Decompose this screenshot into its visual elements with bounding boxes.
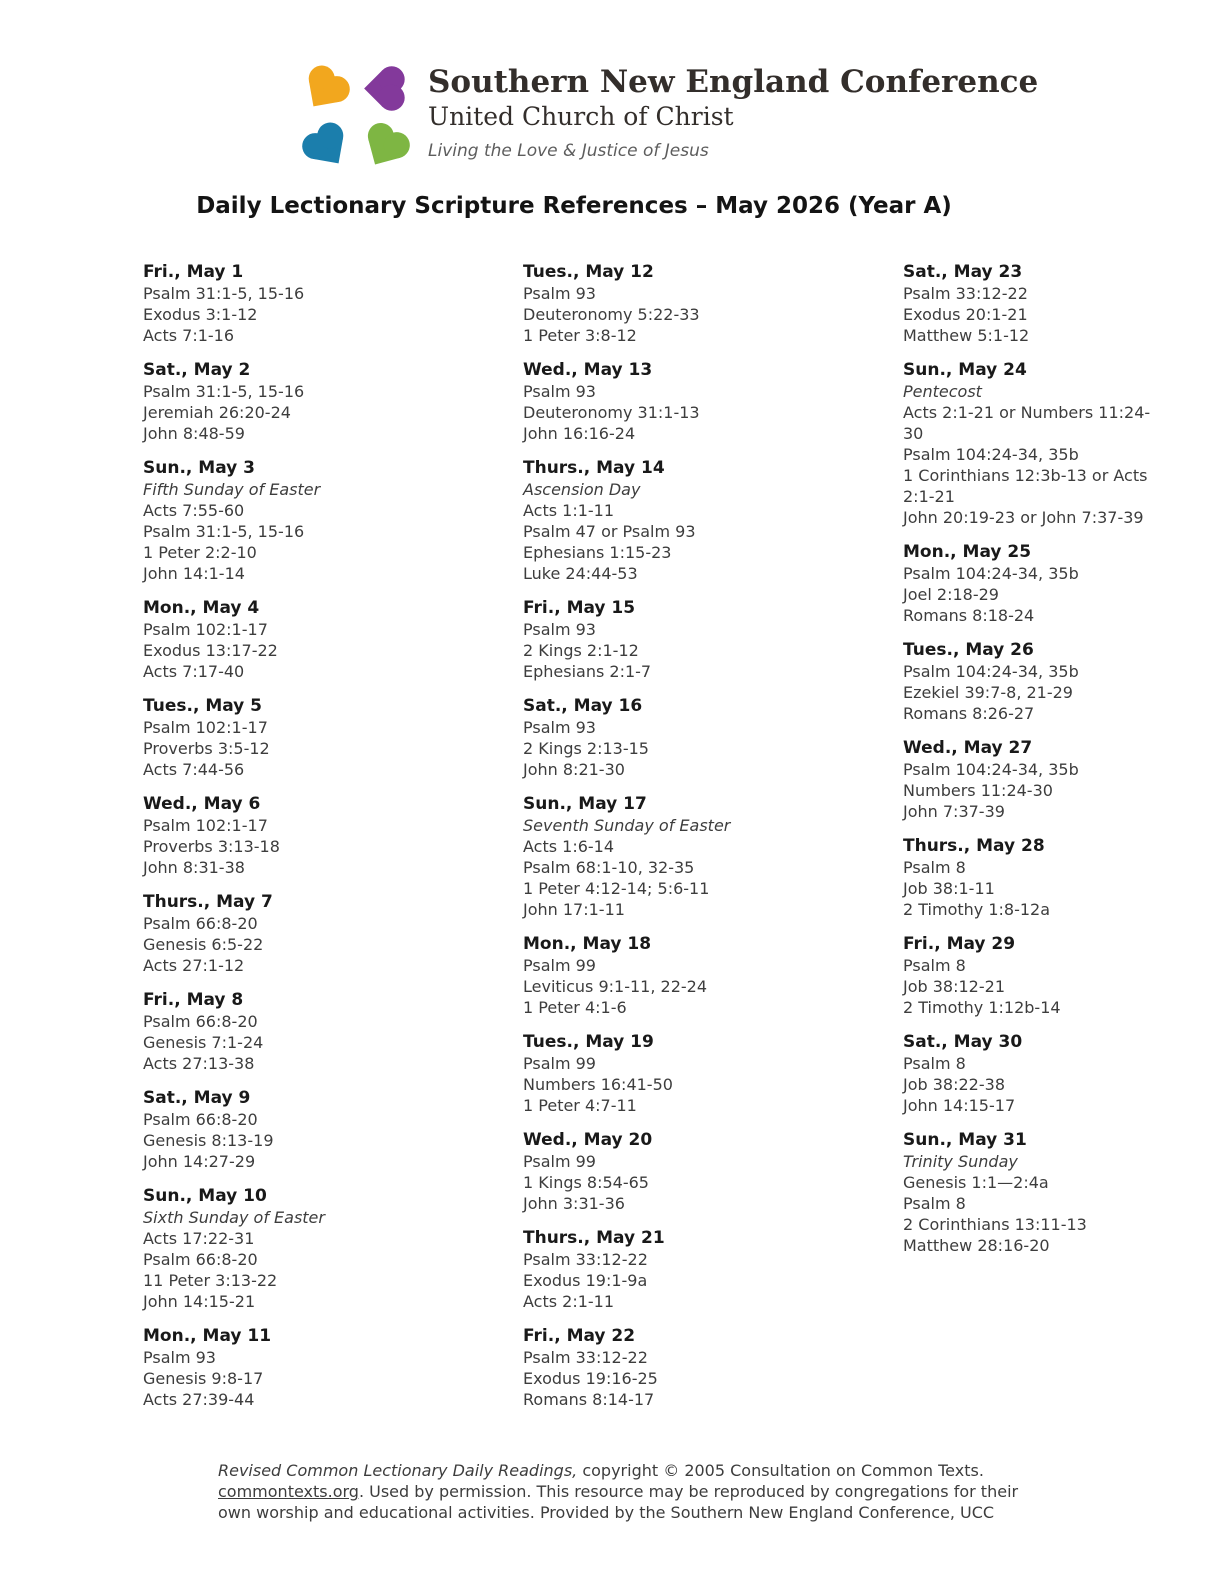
- scripture-reading: Acts 1:1-11: [523, 501, 615, 520]
- scripture-reading: Leviticus 9:1-11, 22-24: [523, 977, 708, 996]
- day-entry: [903, 542, 1153, 626]
- column-2: [523, 262, 773, 1424]
- day-heading: Sat., May 9: [143, 1088, 251, 1108]
- scripture-reading: Numbers 16:41-50: [523, 1075, 673, 1094]
- feast-name: Sixth Sunday of Easter: [143, 1208, 325, 1227]
- org-subtitle: United Church of Christ: [428, 102, 734, 131]
- day-entry: [143, 892, 393, 976]
- scripture-reading: Exodus 19:1-9a: [523, 1271, 648, 1290]
- commontexts-link[interactable]: commontexts.org: [218, 1482, 359, 1501]
- column-1: [143, 262, 393, 1424]
- day-heading: Fri., May 22: [523, 1326, 636, 1346]
- day-heading: Sat., May 30: [903, 1032, 1023, 1052]
- day-heading: Mon., May 4: [143, 598, 260, 618]
- day-heading: Sat., May 23: [903, 262, 1023, 282]
- day-entry: [523, 360, 773, 444]
- day-entry: [143, 360, 393, 444]
- scripture-reading: 1 Peter 3:8-12: [523, 326, 637, 345]
- scripture-reading: Psalm 33:12-22: [523, 1250, 648, 1269]
- day-entry: [523, 1228, 773, 1312]
- day-entry: [143, 1088, 393, 1172]
- scripture-reading: 2 Kings 2:1-12: [523, 641, 639, 660]
- scripture-reading: Psalm 104:24-34, 35b: [903, 564, 1079, 583]
- day-heading: Thurs., May 7: [143, 892, 273, 912]
- day-heading: Sat., May 16: [523, 696, 643, 716]
- day-heading: Sun., May 24: [903, 360, 1027, 380]
- scripture-reading: Psalm 93: [523, 284, 596, 303]
- scripture-reading: Acts 7:17-40: [143, 662, 245, 681]
- org-name: Southern New England Conference: [428, 64, 1039, 100]
- day-heading: Fri., May 8: [143, 990, 244, 1010]
- day-entry: [143, 598, 393, 682]
- scripture-reading: Ezekiel 39:7-8, 21-29: [903, 683, 1073, 702]
- scripture-reading: Exodus 3:1-12: [143, 305, 258, 324]
- scripture-reading: Psalm 66:8-20: [143, 1012, 258, 1031]
- scripture-reading: Psalm 99: [523, 1054, 596, 1073]
- scripture-reading: Acts 7:1-16: [143, 326, 235, 345]
- day-entry: [143, 262, 393, 346]
- scripture-reading: Acts 17:22-31: [143, 1229, 255, 1248]
- day-heading: Fri., May 1: [143, 262, 244, 282]
- day-heading: Mon., May 18: [523, 934, 652, 954]
- day-entry: [523, 1130, 773, 1214]
- scripture-reading: Psalm 104:24-34, 35b: [903, 662, 1079, 681]
- day-entry: [523, 598, 773, 682]
- scripture-reading: Psalm 104:24-34, 35b: [903, 445, 1079, 464]
- scripture-reading: Psalm 31:1-5, 15-16: [143, 522, 305, 541]
- scripture-reading: Genesis 1:1—2:4a: [903, 1173, 1049, 1192]
- day-heading: Tues., May 12: [523, 262, 654, 282]
- scripture-reading: 1 Peter 4:1-6: [523, 998, 627, 1017]
- scripture-reading: Genesis 7:1-24: [143, 1033, 264, 1052]
- feast-name: Ascension Day: [523, 480, 641, 499]
- scripture-reading: Matthew 28:16-20: [903, 1236, 1050, 1255]
- scripture-reading: Psalm 8: [903, 1054, 966, 1073]
- scripture-reading: Deuteronomy 31:1-13: [523, 403, 700, 422]
- day-entry: [523, 1032, 773, 1116]
- day-heading: Sun., May 31: [903, 1130, 1027, 1150]
- scripture-reading: Psalm 104:24-34, 35b: [903, 760, 1079, 779]
- day-heading: Sat., May 2: [143, 360, 251, 380]
- scripture-reading: Romans 8:18-24: [903, 606, 1035, 625]
- scripture-reading: John 14:1-14: [143, 564, 245, 583]
- scripture-reading: Proverbs 3:5-12: [143, 739, 270, 758]
- scripture-reading: Psalm 31:1-5, 15-16: [143, 382, 305, 401]
- day-heading: Thurs., May 28: [903, 836, 1045, 856]
- scripture-reading: 2 Timothy 1:8-12a: [903, 900, 1051, 919]
- scripture-reading: Job 38:1-11: [903, 879, 995, 898]
- day-entry: [143, 1326, 393, 1410]
- scripture-reading: 2 Corinthians 13:11-13: [903, 1215, 1087, 1234]
- org-tagline: Living the Love & Justice of Jesus: [428, 141, 709, 161]
- column-3: [903, 262, 1153, 1424]
- scripture-reading: Psalm 102:1-17: [143, 718, 268, 737]
- scripture-reading: John 20:19-23 or John 7:37-39: [903, 508, 1144, 527]
- day-heading: Thurs., May 14: [523, 458, 665, 478]
- feast-name: Fifth Sunday of Easter: [143, 480, 321, 499]
- heart-green-icon: [351, 111, 421, 179]
- day-entry: [143, 458, 393, 584]
- lectionary-columns: [143, 262, 1153, 1424]
- scripture-reading: John 7:37-39: [903, 802, 1005, 821]
- scripture-reading: Psalm 99: [523, 956, 596, 975]
- day-entry: [523, 696, 773, 780]
- scripture-reading: Psalm 93: [523, 718, 596, 737]
- day-heading: Sun., May 10: [143, 1186, 267, 1206]
- scripture-reading: Acts 2:1-11: [523, 1292, 615, 1311]
- scripture-reading: Acts 1:6-14: [523, 837, 615, 856]
- scripture-reading: Psalm 33:12-22: [903, 284, 1028, 303]
- scripture-reading: 1 Corinthians 12:3b-13 or Acts 2:1-21: [903, 466, 1148, 506]
- scripture-reading: 1 Peter 4:12-14; 5:6-11: [523, 879, 710, 898]
- scripture-reading: Genesis 8:13-19: [143, 1131, 274, 1150]
- scripture-reading: John 3:31-36: [523, 1194, 625, 1213]
- scripture-reading: Acts 27:13-38: [143, 1054, 255, 1073]
- scripture-reading: Exodus 19:16-25: [523, 1369, 658, 1388]
- scripture-reading: John 14:27-29: [143, 1152, 256, 1171]
- scripture-reading: 1 Kings 8:54-65: [523, 1173, 649, 1192]
- scripture-reading: Genesis 6:5-22: [143, 935, 264, 954]
- scripture-reading: Psalm 47 or Psalm 93: [523, 522, 696, 541]
- scripture-reading: Genesis 9:8-17: [143, 1369, 264, 1388]
- scripture-reading: Psalm 102:1-17: [143, 620, 268, 639]
- day-entry: [903, 738, 1153, 822]
- scripture-reading: Psalm 66:8-20: [143, 1110, 258, 1129]
- feast-name: Pentecost: [903, 382, 982, 401]
- day-heading: Tues., May 26: [903, 640, 1034, 660]
- day-entry: [143, 794, 393, 878]
- scripture-reading: 2 Kings 2:13-15: [523, 739, 649, 758]
- day-entry: [903, 360, 1153, 528]
- heart-purple-icon: [362, 63, 411, 115]
- scripture-reading: Acts 7:55-60: [143, 501, 245, 520]
- scripture-reading: Ephesians 2:1-7: [523, 662, 652, 681]
- snec-logo: [300, 64, 1038, 170]
- scripture-reading: 2 Timothy 1:12b-14: [903, 998, 1061, 1017]
- scripture-reading: John 14:15-17: [903, 1096, 1016, 1115]
- day-entry: [523, 794, 773, 920]
- scripture-reading: Acts 7:44-56: [143, 760, 245, 779]
- scripture-reading: Exodus 20:1-21: [903, 305, 1028, 324]
- heart-yellow-icon: [291, 54, 362, 124]
- scripture-reading: Psalm 66:8-20: [143, 1250, 258, 1269]
- day-heading: Wed., May 27: [903, 738, 1033, 758]
- scripture-reading: John 8:21-30: [523, 760, 625, 779]
- scripture-reading: 1 Peter 2:2-10: [143, 543, 257, 562]
- footer-rest-text: . Used by permission. This resource may be reproduced by congregations for their own worship and educational activities. Provided by the Southern New England Conference, UCC: [218, 1482, 1019, 1522]
- scripture-reading: Deuteronomy 5:22-33: [523, 305, 700, 324]
- day-entry: [903, 934, 1153, 1018]
- scripture-reading: Luke 24:44-53: [523, 564, 638, 583]
- scripture-reading: John 16:16-24: [523, 424, 636, 443]
- day-heading: Wed., May 6: [143, 794, 261, 814]
- scripture-reading: 11 Peter 3:13-22: [143, 1271, 278, 1290]
- scripture-reading: John 17:1-11: [523, 900, 625, 919]
- scripture-reading: Psalm 102:1-17: [143, 816, 268, 835]
- hearts-cross-logo: [300, 64, 412, 170]
- scripture-reading: Romans 8:14-17: [523, 1390, 655, 1409]
- day-heading: Tues., May 19: [523, 1032, 654, 1052]
- day-entry: [903, 1130, 1153, 1256]
- day-heading: Thurs., May 21: [523, 1228, 665, 1248]
- day-entry: [143, 696, 393, 780]
- scripture-reading: Psalm 8: [903, 1194, 966, 1213]
- scripture-reading: John 14:15-21: [143, 1292, 256, 1311]
- scripture-reading: Psalm 93: [523, 382, 596, 401]
- scripture-reading: Matthew 5:1-12: [903, 326, 1030, 345]
- page-title: Daily Lectionary Scripture References – May 2026 (Year A): [196, 193, 952, 219]
- day-entry: [903, 262, 1153, 346]
- day-entry: [903, 640, 1153, 724]
- scripture-reading: Jeremiah 26:20-24: [143, 403, 291, 422]
- day-heading: Fri., May 29: [903, 934, 1016, 954]
- scripture-reading: Job 38:22-38: [903, 1075, 1005, 1094]
- scripture-reading: Psalm 93: [523, 620, 596, 639]
- day-entry: [903, 836, 1153, 920]
- scripture-reading: Psalm 8: [903, 858, 966, 877]
- scripture-reading: 1 Peter 4:7-11: [523, 1096, 637, 1115]
- scripture-reading: Psalm 31:1-5, 15-16: [143, 284, 305, 303]
- day-heading: Sun., May 17: [523, 794, 647, 814]
- day-entry: [143, 990, 393, 1074]
- scripture-reading: Romans 8:26-27: [903, 704, 1035, 723]
- scripture-reading: Ephesians 1:15-23: [523, 543, 672, 562]
- scripture-reading: Joel 2:18-29: [903, 585, 999, 604]
- day-entry: [523, 934, 773, 1018]
- scripture-reading: Psalm 8: [903, 956, 966, 975]
- scripture-reading: Psalm 68:1-10, 32-35: [523, 858, 695, 877]
- scripture-reading: Job 38:12-21: [903, 977, 1005, 996]
- day-heading: Mon., May 25: [903, 542, 1032, 562]
- day-heading: Wed., May 20: [523, 1130, 653, 1150]
- scripture-reading: Acts 2:1-21 or Numbers 11:24-30: [903, 403, 1151, 443]
- scripture-reading: Psalm 33:12-22: [523, 1348, 648, 1367]
- day-heading: Wed., May 13: [523, 360, 653, 380]
- feast-name: Trinity Sunday: [903, 1152, 1018, 1171]
- day-entry: [143, 1186, 393, 1312]
- day-heading: Tues., May 5: [143, 696, 263, 716]
- scripture-reading: Psalm 99: [523, 1152, 596, 1171]
- scripture-reading: Psalm 93: [143, 1348, 216, 1367]
- scripture-reading: Proverbs 3:13-18: [143, 837, 280, 856]
- scripture-reading: Acts 27:1-12: [143, 956, 245, 975]
- scripture-reading: Numbers 11:24-30: [903, 781, 1053, 800]
- heart-blue-icon: [291, 111, 362, 181]
- feast-name: Seventh Sunday of Easter: [523, 816, 731, 835]
- scripture-reading: Psalm 66:8-20: [143, 914, 258, 933]
- logo-text: [428, 64, 1038, 162]
- scripture-reading: John 8:48-59: [143, 424, 245, 443]
- copyright-text: copyright © 2005 Consultation on Common Texts.: [577, 1461, 984, 1480]
- day-entry: [523, 1326, 773, 1410]
- footer-credit: [218, 1460, 1024, 1523]
- day-heading: Fri., May 15: [523, 598, 636, 618]
- scripture-reading: Exodus 13:17-22: [143, 641, 278, 660]
- day-entry: [903, 1032, 1153, 1116]
- day-heading: Sun., May 3: [143, 458, 255, 478]
- scripture-reading: Acts 27:39-44: [143, 1390, 255, 1409]
- day-entry: [523, 458, 773, 584]
- day-heading: Mon., May 11: [143, 1326, 272, 1346]
- day-entry: [523, 262, 773, 346]
- work-title: Revised Common Lectionary Daily Readings,: [218, 1461, 578, 1480]
- scripture-reading: John 8:31-38: [143, 858, 245, 877]
